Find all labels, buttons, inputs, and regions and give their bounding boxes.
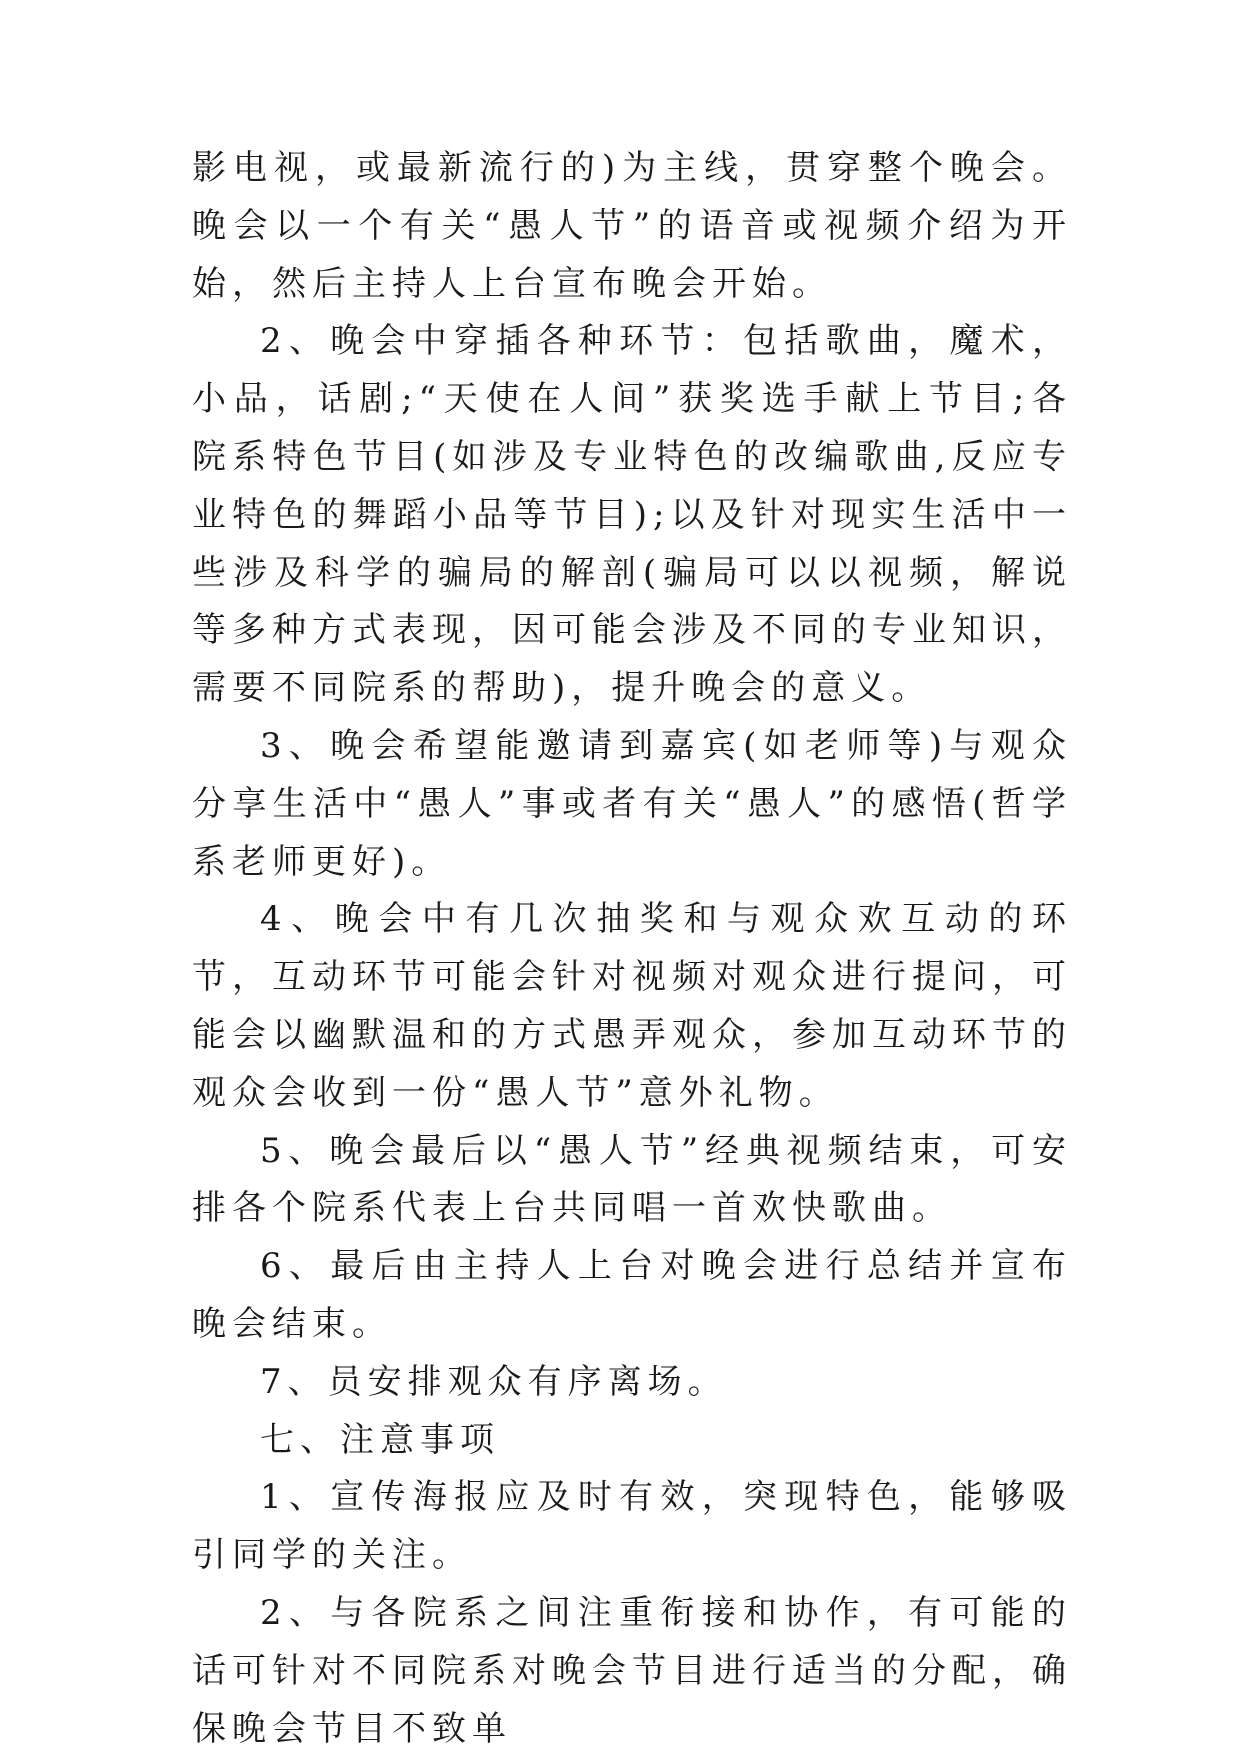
- paragraph-continuation: 影电视，或最新流行的)为主线，贯穿整个晚会。晚会以一个有关“愚人节”的语音或视频介绍为开始，然后主持人上台宣布晚会开始。: [192, 148, 1072, 304]
- document-body: [192, 140, 1072, 1758]
- paragraph-item-4: 4、晚会中有几次抽奖和与观众欢互动的环节，互动环节可能会针对视频对观众进行提问，可能会以幽默温和的方式愚弄观众，参加互动环节的观众会收到一份“愚人节”意外礼物。: [192, 899, 1072, 1113]
- section-heading-notes: 七、注意事项: [260, 1419, 500, 1460]
- paragraph-item-3: 3、晚会希望能邀请到嘉宾(如老师等)与观众分享生活中“愚人”事或者有关“愚人”的感悟(哲学系老师更好)。: [192, 725, 1072, 882]
- paragraph-item-6: 6、最后由主持人上台对晚会进行总结并宣布晚会结束。: [192, 1246, 1072, 1344]
- paragraph-item-2: 2、晚会中穿插各种环节：包括歌曲，魔术，小品，话剧;“天使在人间”获奖选手献上节目;各院系特色节目(如涉及专业特色的改编歌曲,反应专业特色的舞蹈小品等节目);以及针对现实生活中一些涉及科学的骗局的解剖(骗局可以以视频，解说等多种方式表现，因可能会涉及不同的专业知识，需要不同院系的帮助)，提升晚会的意义。: [192, 321, 1072, 709]
- paragraph-note-1: 1、宣传海报应及时有效，突现特色，能够吸引同学的关注。: [192, 1477, 1072, 1576]
- paragraph-note-2: 2、与各院系之间注重衔接和协作，有可能的话可针对不同院系对晚会节目进行适当的分配，确保晚会节目不致单: [192, 1592, 1072, 1749]
- paragraph-item-7: 7、员安排观众有序离场。: [260, 1361, 728, 1402]
- paragraph-item-5: 5、晚会最后以“愚人节”经典视频结束，可安排各个院系代表上台共同唱一首欢快歌曲。: [192, 1130, 1072, 1229]
